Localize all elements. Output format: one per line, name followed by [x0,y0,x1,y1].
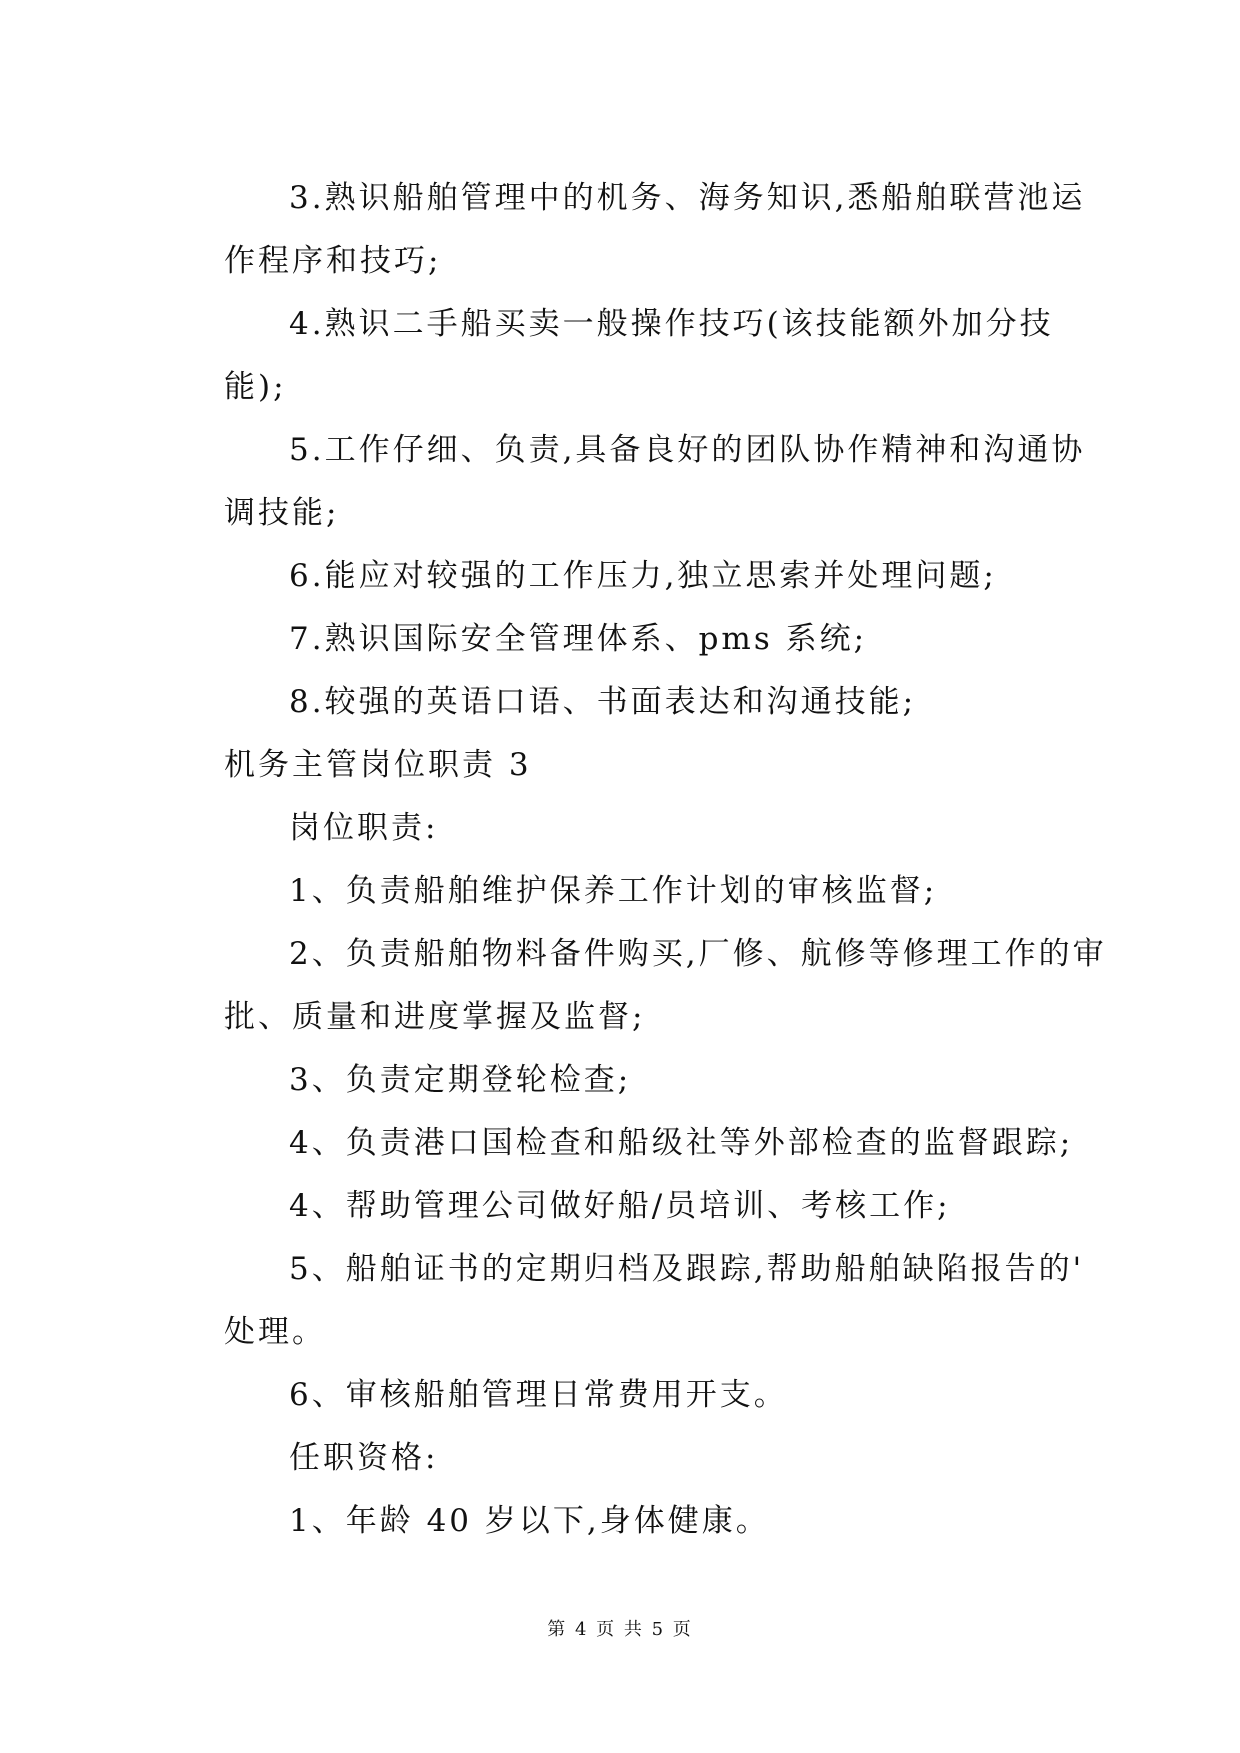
text-line: 处理。 [224,1314,326,1350]
text-line: 7.熟识国际安全管理体系、pms 系统; [289,621,868,657]
text-line: 3.熟识船舶管理中的机务、海务知识,悉船舶联营池运 [289,180,1086,216]
text-line: 5.工作仔细、负责,具备良好的团队协作精神和沟通协 [289,432,1086,468]
text-line: 4.熟识二手船买卖一般操作技巧(该技能额外加分技 [289,306,1054,342]
text-line: 1、年龄 40 岁以下,身体健康。 [289,1503,770,1539]
text-line: 5、船舶证书的定期归档及跟踪,帮助船舶缺陷报告的' [289,1251,1085,1287]
text-line: 8.较强的英语口语、书面表达和沟通技能; [289,684,917,720]
text-line: 3、负责定期登轮检查; [289,1062,632,1098]
subheading-responsibilities: 岗位职责: [289,810,439,846]
subheading-qualifications: 任职资格: [289,1440,439,1476]
text-line: 6.能应对较强的工作压力,独立思索并处理问题; [289,558,997,594]
page-number-footer: 第 4 页 共 5 页 [547,1619,693,1640]
text-line: 4、负责港口国检查和船级社等外部检查的监督跟踪; [289,1125,1074,1161]
text-line: 调技能; [224,495,340,531]
text-line: 2、负责船舶物料备件购买,厂修、航修等修理工作的审 [289,936,1107,972]
text-line: 作程序和技巧; [224,243,442,279]
section-heading: 机务主管岗位职责 3 [224,747,532,783]
text-line: 批、质量和进度掌握及监督; [224,999,646,1035]
text-line: 6、审核船舶管理日常费用开支。 [289,1377,788,1413]
text-line: 1、负责船舶维护保养工作计划的审核监督; [289,873,938,909]
text-line: 能); [224,369,287,405]
text-line: 4、帮助管理公司做好船/员培训、考核工作; [289,1188,951,1224]
